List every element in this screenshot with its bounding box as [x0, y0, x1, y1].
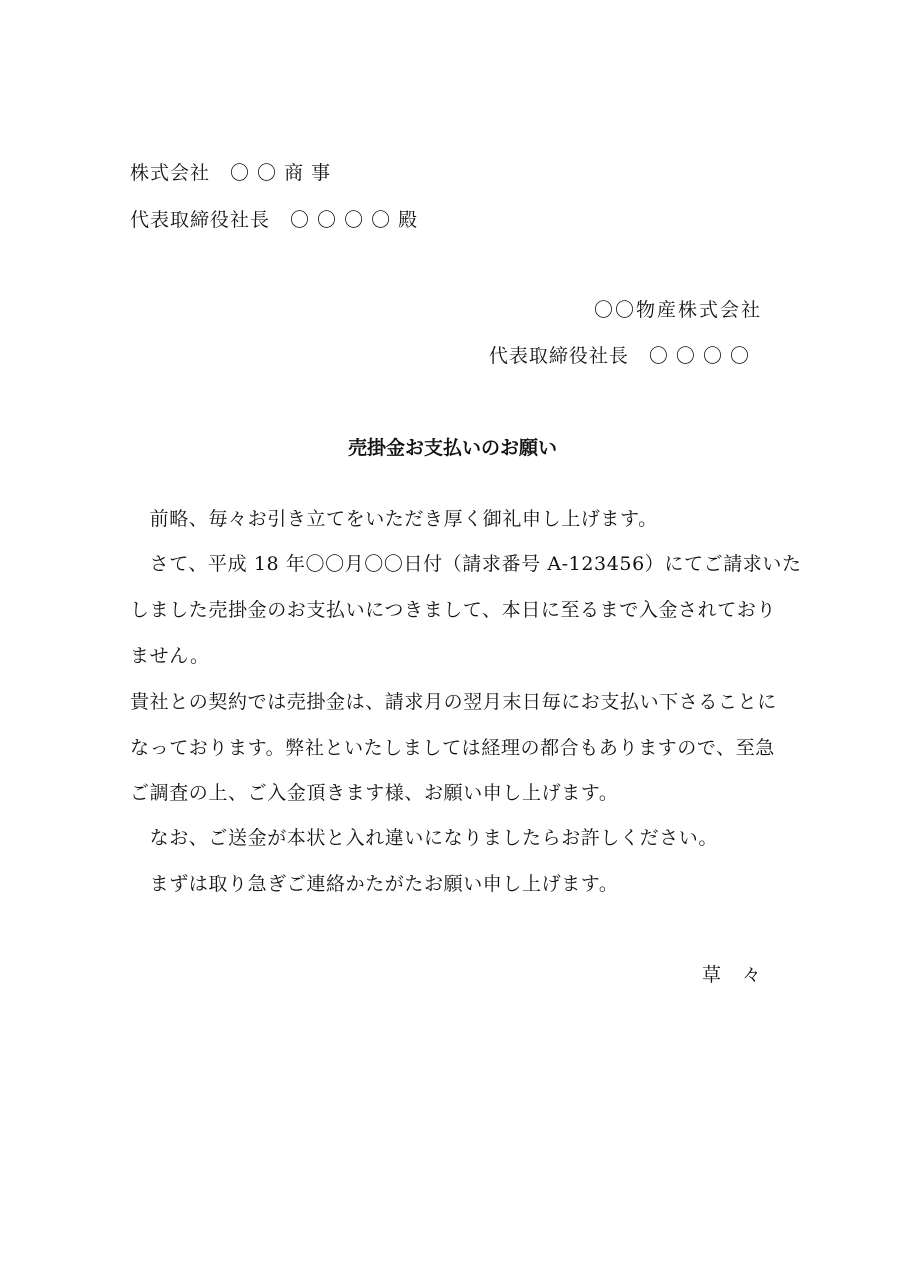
body-line: ご調査の上、ご入金頂きます様、お願い申し上げます。: [130, 782, 619, 804]
recipient-person: 代表取締役社長 〇 〇 〇 〇 殿: [130, 209, 419, 231]
sender-company: 〇〇物産株式会社: [593, 299, 762, 321]
body-line: まずは取り急ぎご連絡かたがたお願い申し上げます。: [130, 873, 619, 895]
body-line: 貴社との契約では売掛金は、請求月の翌月末日毎にお支払い下さることに: [130, 691, 777, 713]
sender-person: 代表取締役社長 〇 〇 〇 〇: [488, 345, 750, 367]
letter-title: 売掛金お支払いのお願い: [347, 437, 557, 459]
body-line: 前略、毎々お引き立てをいただき厚く御礼申し上げます。: [130, 508, 658, 530]
closing-phrase: 草 々: [701, 964, 762, 986]
body-line: ません。: [130, 645, 210, 667]
body-line: しました売掛金のお支払いにつきまして、本日に至るまで入金されており: [130, 599, 777, 621]
body-line: さて、平成 18 年〇〇月〇〇日付（請求番号 A-123456）にてご請求いた: [130, 553, 802, 575]
body-line: なお、ご送金が本状と入れ違いになりましたらお許しください。: [130, 827, 719, 849]
body-line: なっております。弊社といたしましては経理の都合もありますので、至急: [130, 737, 775, 759]
recipient-company: 株式会社 〇 〇 商 事: [130, 162, 332, 184]
